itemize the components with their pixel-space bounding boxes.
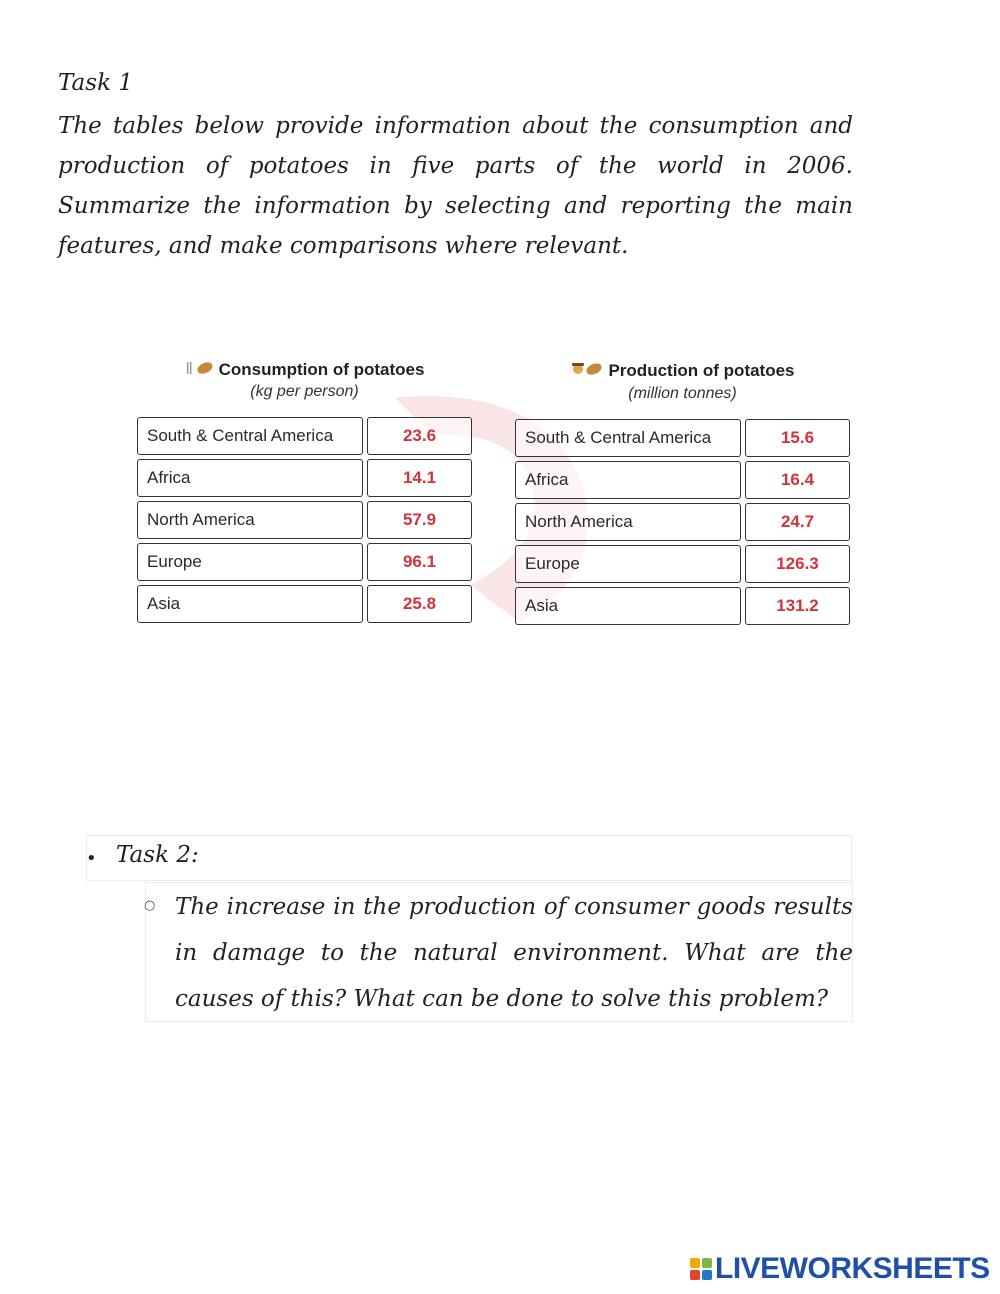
- hollow-bullet-icon: ○: [144, 898, 156, 913]
- cutlery-potato-icon: [185, 360, 215, 381]
- value-cell: 96.1: [367, 543, 472, 581]
- table-row: [515, 461, 850, 499]
- table-row: [137, 459, 472, 497]
- consumption-title: Consumption of potatoes: [137, 360, 472, 381]
- bullet-icon: •: [86, 848, 97, 869]
- value-cell: 57.9: [367, 501, 472, 539]
- table-row: [515, 545, 850, 583]
- table-row: [515, 503, 850, 541]
- task1-heading: Task 1: [58, 70, 133, 96]
- liveworksheets-logo[interactable]: [690, 1252, 990, 1286]
- logo-text: LIVEWORKSHEETS: [715, 1252, 990, 1285]
- liveworksheets-logo-icon: [690, 1258, 712, 1280]
- region-cell: Europe: [137, 543, 363, 581]
- value-cell: 131.2: [745, 587, 850, 625]
- production-subtitle: (million tonnes): [628, 385, 737, 402]
- value-cell: 23.6: [367, 417, 472, 455]
- table-row: [137, 585, 472, 623]
- consumption-table: [137, 360, 472, 627]
- farmer-potato-icon: [570, 360, 604, 383]
- value-cell: 24.7: [745, 503, 850, 541]
- table-row: [515, 419, 850, 457]
- production-title: Production of potatoes: [515, 360, 850, 383]
- region-cell: South & Central America: [137, 417, 363, 455]
- region-cell: Asia: [515, 587, 741, 625]
- task2-heading-box: [86, 835, 852, 881]
- value-cell: 25.8: [367, 585, 472, 623]
- consumption-subtitle: (kg per person): [250, 383, 359, 401]
- table-row: [137, 501, 472, 539]
- production-table: [515, 360, 850, 629]
- value-cell: 14.1: [367, 459, 472, 497]
- region-cell: Europe: [515, 545, 741, 583]
- consumption-rows: [137, 417, 472, 623]
- production-rows: [515, 419, 850, 625]
- region-cell: Asia: [137, 585, 363, 623]
- region-cell: North America: [515, 503, 741, 541]
- region-cell: North America: [137, 501, 363, 539]
- task1-prompt: The tables below provide information about the consumption and production of potatoes in five parts of the world in 2006. Summarize the information by selecting and reporting the main features, and make comparisons where relevant.: [58, 113, 853, 259]
- table-row: [137, 543, 472, 581]
- region-cell: Africa: [137, 459, 363, 497]
- value-cell: 16.4: [745, 461, 850, 499]
- region-cell: Africa: [515, 461, 741, 499]
- value-cell: 15.6: [745, 419, 850, 457]
- table-row: [515, 587, 850, 625]
- value-cell: 126.3: [745, 545, 850, 583]
- potato-tables-figure: [120, 360, 880, 670]
- table-row: [137, 417, 472, 455]
- task2-prompt: The increase in the production of consumer goods results in damage to the natural environment. What are the causes of this? What can be done to solve this problem?: [175, 894, 853, 1012]
- task2-heading: Task 2:: [116, 842, 199, 868]
- region-cell: South & Central America: [515, 419, 741, 457]
